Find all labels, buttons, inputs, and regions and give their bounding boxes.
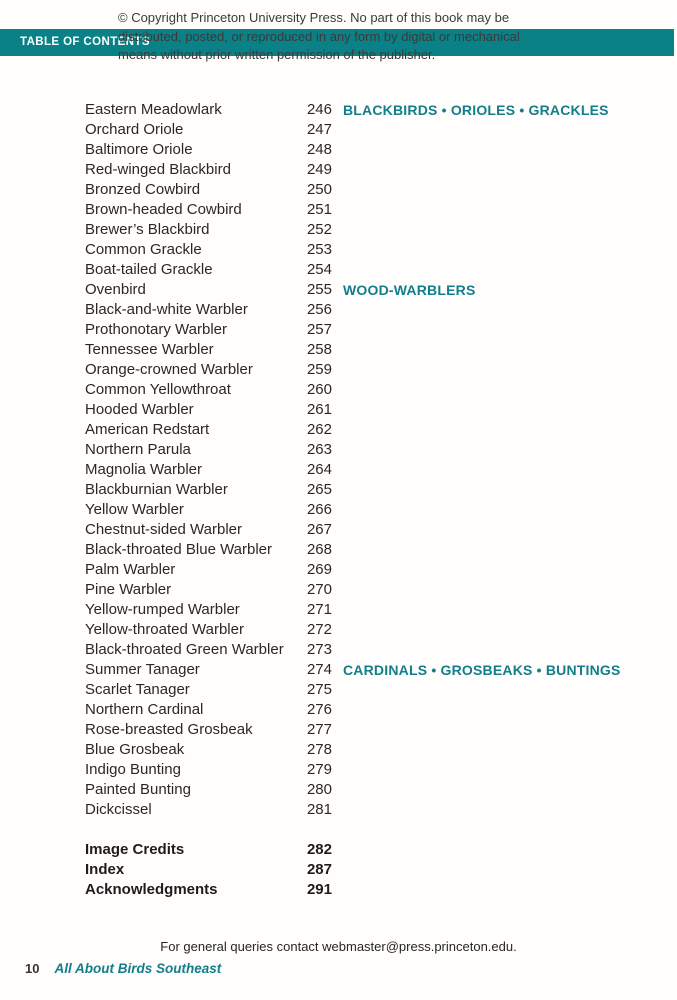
toc-entry-name: Magnolia Warbler <box>85 461 202 478</box>
back-matter-page: 282 <box>306 841 332 858</box>
toc-entry-name: Red-winged Blackbird <box>85 161 231 178</box>
toc-entry-page: 247 <box>306 121 332 138</box>
toc-entry-name: Prothonotary Warbler <box>85 321 228 338</box>
toc-entry-row <box>85 280 677 300</box>
toc-entry-page: 261 <box>306 401 332 418</box>
toc-entry-page: 254 <box>306 261 332 278</box>
toc-entry-name: Palm Warbler <box>85 561 176 578</box>
toc-entry-page: 280 <box>306 781 332 798</box>
toc-entry-name: Brown-headed Cowbird <box>85 201 242 218</box>
copyright-line-1: © Copyright Princeton University Press. No part of this book may be <box>118 10 510 25</box>
toc-list <box>85 100 677 900</box>
toc-entry-name: Pine Warbler <box>85 581 172 598</box>
toc-entry-name: Chestnut-sided Warbler <box>85 521 243 538</box>
toc-entry-page: 255 <box>306 281 332 298</box>
toc-entry-name: Hooded Warbler <box>85 401 194 418</box>
toc-entry-page: 267 <box>306 521 332 538</box>
copyright-line-2: distributed, posted, or reproduced in any form by digital or mechanical <box>118 28 520 44</box>
page-footer <box>25 960 221 978</box>
toc-entry-row <box>85 400 677 420</box>
toc-entry-row <box>85 480 677 500</box>
toc-entry-row <box>85 740 677 760</box>
toc-entry-name: Rose-breasted Grosbeak <box>85 721 253 738</box>
toc-entry-row <box>85 700 677 720</box>
toc-entry-name: Common Grackle <box>85 241 202 258</box>
toc-entry-page: 259 <box>306 361 332 378</box>
toc-entry-row <box>85 580 677 600</box>
toc-entry-row <box>85 380 677 400</box>
toc-entry-name: Blackburnian Warbler <box>85 481 228 498</box>
toc-entry-row <box>85 440 677 460</box>
back-matter-name: Image Credits <box>85 841 185 858</box>
toc-entry-name: Ovenbird <box>85 281 146 298</box>
toc-entry-name: Northern Cardinal <box>85 701 204 718</box>
toc-entry-name: Scarlet Tanager <box>85 681 190 698</box>
toc-entry-name: Common Yellowthroat <box>85 381 231 398</box>
toc-entry-name: Yellow Warbler <box>85 501 184 518</box>
toc-entry-page: 272 <box>306 621 332 638</box>
toc-entry-row <box>85 220 677 240</box>
toc-entry-row <box>85 360 677 380</box>
toc-entry-page: 257 <box>306 321 332 338</box>
toc-entry-page: 262 <box>306 421 332 438</box>
copyright-line-3: means without prior written permission of the publisher. <box>118 47 436 62</box>
page-number: 10 <box>25 961 40 976</box>
toc-entry-name: Black-throated Green Warbler <box>85 641 284 658</box>
toc-entry-name: Dickcissel <box>85 801 152 818</box>
section-heading: WOOD-WARBLERS <box>343 282 476 298</box>
toc-entry-row <box>85 420 677 440</box>
toc-entry-page: 277 <box>306 721 332 738</box>
toc-entry-row <box>85 620 677 640</box>
toc-entry-name: Yellow-throated Warbler <box>85 621 244 638</box>
toc-entry-page: 274 <box>306 661 332 678</box>
toc-entry-row <box>85 100 677 120</box>
toc-entry-name: Orchard Oriole <box>85 121 184 138</box>
toc-entry-page: 276 <box>306 701 332 718</box>
book-title: All About Birds Southeast <box>54 961 222 976</box>
back-matter-row <box>85 860 677 880</box>
toc-entry-page: 252 <box>306 221 332 238</box>
toc-entry-row <box>85 140 677 160</box>
toc-entry-row <box>85 300 677 320</box>
toc-entry-name: Summer Tanager <box>85 661 200 678</box>
toc-entry-row <box>85 600 677 620</box>
toc-entry-name: Northern Parula <box>85 441 191 458</box>
back-matter-page: 291 <box>306 881 332 898</box>
toc-entry-name: Black-throated Blue Warbler <box>85 541 273 558</box>
toc-entry-row <box>85 680 677 700</box>
copyright-notice <box>118 9 520 65</box>
toc-entry-page: 269 <box>306 561 332 578</box>
toc-entry-page: 253 <box>306 241 332 258</box>
toc-entry-name: Bronzed Cowbird <box>85 181 201 198</box>
toc-entry-page: 251 <box>306 201 332 218</box>
toc-entry-name: Eastern Meadowlark <box>85 101 222 118</box>
back-matter-page: 287 <box>306 861 332 878</box>
toc-entry-page: 278 <box>306 741 332 758</box>
toc-entry-row <box>85 540 677 560</box>
toc-entry-row <box>85 160 677 180</box>
back-matter-name: Index <box>85 861 125 878</box>
back-matter-name: Acknowledgments <box>85 881 218 898</box>
toc-entry-name: Painted Bunting <box>85 781 191 798</box>
toc-banner-label: TABLE OF CONTENTS <box>20 36 150 48</box>
toc-entry-row <box>85 660 677 680</box>
toc-entry-page: 281 <box>306 801 332 818</box>
toc-entry-page: 258 <box>306 341 332 358</box>
section-heading: CARDINALS • GROSBEAKS • BUNTINGS <box>343 662 621 678</box>
footer-query-line: For general queries contact webmaster@press.princeton.edu. <box>160 939 517 954</box>
toc-entry-row <box>85 520 677 540</box>
back-matter-row <box>85 840 677 860</box>
toc-entry-page: 249 <box>306 161 332 178</box>
toc-entry-name: Yellow-rumped Warbler <box>85 601 240 618</box>
toc-entry-page: 260 <box>306 381 332 398</box>
toc-entry-name: American Redstart <box>85 421 210 438</box>
toc-entry-page: 246 <box>306 101 332 118</box>
toc-entry-page: 275 <box>306 681 332 698</box>
toc-entry-row <box>85 180 677 200</box>
toc-entry-name: Boat-tailed Grackle <box>85 261 213 278</box>
toc-entry-page: 263 <box>306 441 332 458</box>
toc-entry-page: 248 <box>306 141 332 158</box>
back-matter-row <box>85 880 677 900</box>
toc-entry-name: Baltimore Oriole <box>85 141 193 158</box>
toc-entry-row <box>85 240 677 260</box>
toc-entry-name: Black-and-white Warbler <box>85 301 248 318</box>
toc-entry-page: 265 <box>306 481 332 498</box>
toc-entry-row <box>85 800 677 820</box>
toc-entry-page: 271 <box>306 601 332 618</box>
toc-entry-row <box>85 780 677 800</box>
toc-entry-row <box>85 320 677 340</box>
toc-entry-page: 268 <box>306 541 332 558</box>
section-heading: BLACKBIRDS • ORIOLES • GRACKLES <box>343 102 609 118</box>
toc-entry-page: 250 <box>306 181 332 198</box>
toc-entry-row <box>85 120 677 140</box>
toc-entry-name: Blue Grosbeak <box>85 741 185 758</box>
toc-spacer <box>85 820 677 840</box>
toc-entry-page: 264 <box>306 461 332 478</box>
toc-entry-page: 279 <box>306 761 332 778</box>
toc-entry-row <box>85 460 677 480</box>
toc-entry-name: Indigo Bunting <box>85 761 181 778</box>
toc-entry-row <box>85 760 677 780</box>
toc-entry-name: Orange-crowned Warbler <box>85 361 253 378</box>
toc-entry-row <box>85 500 677 520</box>
toc-entry-page: 270 <box>306 581 332 598</box>
toc-entry-name: Brewer’s Blackbird <box>85 221 210 238</box>
toc-entry-page: 266 <box>306 501 332 518</box>
toc-entry-page: 273 <box>306 641 332 658</box>
toc-entry-name: Tennessee Warbler <box>85 341 214 358</box>
toc-entry-row <box>85 200 677 220</box>
toc-entry-row <box>85 260 677 280</box>
toc-entry-row <box>85 640 677 660</box>
toc-entry-page: 256 <box>306 301 332 318</box>
toc-entry-row <box>85 720 677 740</box>
toc-entry-row <box>85 560 677 580</box>
toc-entry-row <box>85 340 677 360</box>
